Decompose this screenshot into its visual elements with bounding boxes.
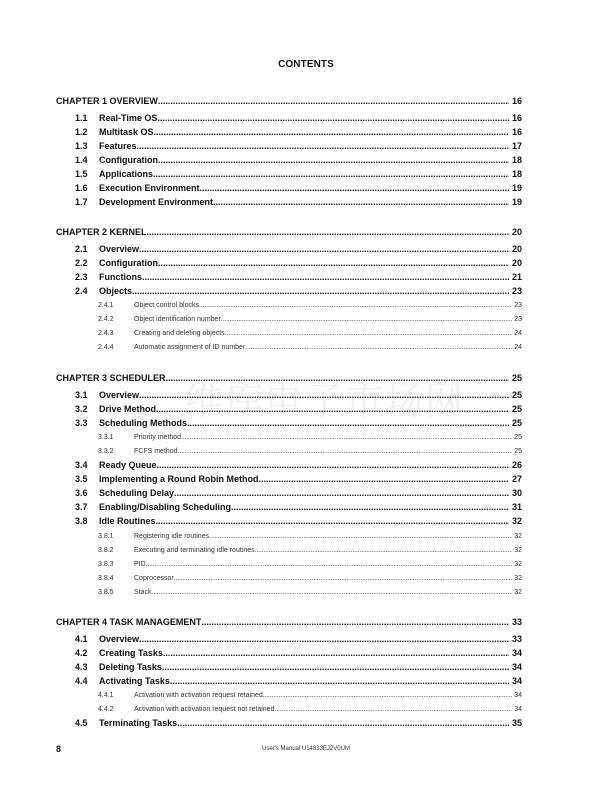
dot-leader <box>146 558 512 571</box>
toc-entry-section[interactable] <box>0 182 612 195</box>
toc-entry-page: 23 <box>514 302 522 309</box>
toc-entry-number: 1.3 <box>75 141 88 151</box>
toc-entry-title: Stack <box>134 586 152 599</box>
toc-entry-title: Real-Time OS <box>99 113 158 123</box>
toc-entry-page: 27 <box>511 474 522 484</box>
dot-leader <box>213 196 509 209</box>
toc-entry-title-wrap <box>134 703 512 716</box>
toc-entry-number: 3.8.1 <box>98 533 114 540</box>
toc-entry-page: 25 <box>514 448 522 455</box>
toc-entry-number: 2.3 <box>75 272 88 282</box>
toc-entry-number: 2.4.1 <box>98 302 114 309</box>
dot-leader <box>139 633 509 646</box>
toc-entry-section[interactable] <box>0 675 612 688</box>
toc-entry-section[interactable] <box>0 459 612 472</box>
toc-entry-sub[interactable] <box>0 544 612 557</box>
dot-leader <box>174 572 512 585</box>
toc-entry-title-wrap <box>134 445 512 458</box>
toc-entry-title: Automatic assignment of ID number <box>134 341 245 354</box>
dot-leader <box>177 717 509 730</box>
toc-entry-section[interactable] <box>0 154 612 167</box>
toc-entry-section[interactable] <box>0 661 612 674</box>
toc-entry-page: 33 <box>511 634 522 644</box>
dot-leader <box>274 703 512 716</box>
toc-entry-page: 25 <box>511 373 522 383</box>
toc-entry-title: Scheduling Methods <box>99 418 188 428</box>
toc-entry-title-wrap <box>56 372 509 385</box>
toc-entry-title: Deleting Tasks <box>99 662 162 672</box>
toc-entry-number: 3.4 <box>75 460 88 470</box>
toc-entry-number: 2.4.3 <box>98 330 114 337</box>
dot-leader <box>199 299 512 312</box>
toc-entry-title-wrap <box>134 572 512 585</box>
toc-entry-sub[interactable] <box>0 703 612 716</box>
toc-entry-number: 4.5 <box>75 718 88 728</box>
dot-leader <box>245 341 512 354</box>
dot-leader <box>259 473 510 486</box>
toc-entry-page: 30 <box>511 488 522 498</box>
toc-entry-sub[interactable] <box>0 530 612 543</box>
toc-entry-page: 20 <box>511 227 522 237</box>
toc-entry-page: 32 <box>511 516 522 526</box>
dot-leader <box>181 431 512 444</box>
dot-leader <box>137 140 509 153</box>
toc-entry-number: 1.4 <box>75 155 88 165</box>
dot-leader <box>255 544 512 557</box>
toc-entry-section[interactable] <box>0 243 612 256</box>
toc-entry-page: 32 <box>514 575 522 582</box>
toc-entry-title-wrap <box>134 341 512 354</box>
toc-entry-section[interactable] <box>0 403 612 416</box>
toc-entry-title-wrap <box>99 487 509 500</box>
toc-entry-section[interactable] <box>0 389 612 402</box>
toc-entry-section[interactable] <box>0 285 612 298</box>
toc-entry-page: 34 <box>514 706 522 713</box>
toc-entry-title: Executing and terminating idle routines <box>134 544 255 557</box>
toc-entry-title-wrap <box>99 501 509 514</box>
toc-entry-page: 23 <box>511 286 522 296</box>
toc-entry-page: 32 <box>514 561 522 568</box>
toc-entry-title: Priority method <box>134 431 181 444</box>
toc-entry-number: 3.1 <box>75 390 88 400</box>
toc-entry-title: Ready Queue <box>99 460 157 470</box>
toc-entry-section[interactable] <box>0 647 612 660</box>
toc-entry-sub[interactable] <box>0 313 612 326</box>
toc-entry-number: 3.2 <box>75 404 88 414</box>
toc-entry-title-wrap <box>99 257 509 270</box>
dot-leader <box>221 313 512 326</box>
toc-entry-page: 32 <box>514 533 522 540</box>
toc-entry-page: 17 <box>511 141 522 151</box>
toc-entry-title-wrap <box>99 403 509 416</box>
toc-entry-sub[interactable] <box>0 431 612 444</box>
toc-entry-number: 3.3.1 <box>98 434 114 441</box>
toc-entry-section[interactable] <box>0 196 612 209</box>
toc-entry-title: Overview <box>99 390 140 400</box>
toc-entry-title: PID <box>134 558 146 571</box>
toc-entry-number: 1.1 <box>75 113 88 123</box>
dot-leader <box>158 257 509 270</box>
toc-entry-page: 21 <box>511 272 522 282</box>
toc-entry-title-wrap <box>99 459 509 472</box>
toc-entry-title-wrap <box>99 661 509 674</box>
toc-entry-title: CHAPTER 3 SCHEDULER <box>56 373 166 383</box>
toc-entry-page: 31 <box>511 502 522 512</box>
toc-entry-title: FCFS method <box>134 445 178 458</box>
toc-entry-sub[interactable] <box>0 689 612 702</box>
toc-entry-page: 18 <box>511 155 522 165</box>
toc-entry-section[interactable] <box>0 168 612 181</box>
toc-entry-sub[interactable] <box>0 586 612 599</box>
toc-entry-title: Overview <box>99 244 140 254</box>
dot-leader <box>158 95 509 108</box>
toc-entry-sub[interactable] <box>0 558 612 571</box>
dot-leader <box>132 285 509 298</box>
dot-leader <box>201 616 509 629</box>
toc-entry-number: 2.4.4 <box>98 344 114 351</box>
toc-entry-title-wrap <box>99 126 509 139</box>
toc-entry-section[interactable] <box>0 257 612 270</box>
toc-entry-page: 19 <box>511 183 522 193</box>
toc-entry-title-wrap <box>99 243 509 256</box>
toc-entry-title-wrap <box>99 112 509 125</box>
dot-leader <box>139 243 509 256</box>
toc-entry-title: Features <box>99 141 137 151</box>
toc-entry-title-wrap <box>134 313 512 326</box>
toc-entry-title-wrap <box>99 389 509 402</box>
toc-entry-title: Enabling/Disabling Scheduling <box>99 502 232 512</box>
toc-entry-number: 2.4.2 <box>98 316 114 323</box>
toc-entry-number: 1.2 <box>75 127 88 137</box>
toc-entry-chapter[interactable] <box>0 616 612 629</box>
toc-entry-title: CHAPTER 2 KERNEL <box>56 227 147 237</box>
toc-entry-title-wrap <box>99 633 509 646</box>
toc-entry-title-wrap <box>99 182 509 195</box>
toc-entry-title-wrap <box>99 515 509 528</box>
toc-entry-page: 24 <box>514 330 522 337</box>
toc-entry-number: 2.1 <box>75 244 88 254</box>
toc-entry-title-wrap <box>99 717 509 730</box>
toc-entry-number: 3.6 <box>75 488 88 498</box>
toc-entry-title: Overview <box>99 634 140 644</box>
toc-entry-title: Objects <box>99 286 133 296</box>
toc-entry-title-wrap <box>99 154 509 167</box>
toc-entry-section[interactable] <box>0 633 612 646</box>
toc-entry-title-wrap <box>134 327 512 340</box>
toc-entry-title-wrap <box>134 544 512 557</box>
toc-entry-title-wrap <box>99 417 509 430</box>
toc-entry-page: 16 <box>511 96 522 106</box>
dot-leader <box>263 689 512 702</box>
toc-entry-title-wrap <box>99 140 509 153</box>
toc-entry-title-wrap <box>99 196 509 209</box>
toc-entry-number: 1.6 <box>75 183 88 193</box>
toc-entry-title: Development Environment <box>99 197 214 207</box>
dot-leader <box>157 112 509 125</box>
toc-entry-page: 19 <box>511 197 522 207</box>
toc-entry-chapter[interactable] <box>0 95 612 108</box>
dot-leader <box>174 487 509 500</box>
dot-leader <box>200 182 509 195</box>
toc-entry-title: Configuration <box>99 155 158 165</box>
dot-leader <box>139 389 509 402</box>
toc-entry-section[interactable] <box>0 717 612 730</box>
toc-entry-page: 32 <box>514 589 522 596</box>
toc-entry-page: 34 <box>511 662 522 672</box>
toc-entry-section[interactable] <box>0 271 612 284</box>
toc-entry-number: 3.8.5 <box>98 589 114 596</box>
toc-entry-number: 3.8.2 <box>98 547 114 554</box>
toc-entry-number: 1.7 <box>75 197 88 207</box>
toc-entry-number: 4.4.2 <box>98 706 114 713</box>
toc-entry-title-wrap <box>134 530 512 543</box>
toc-entry-section[interactable] <box>0 501 612 514</box>
toc-entry-title: CHAPTER 1 OVERVIEW <box>56 96 158 106</box>
toc-entry-section[interactable] <box>0 487 612 500</box>
toc-entry-number: 3.3 <box>75 418 88 428</box>
page-title: CONTENTS <box>278 59 334 70</box>
toc-entry-page: 24 <box>514 344 522 351</box>
toc-entry-title: Terminating Tasks <box>99 718 178 728</box>
toc-entry-page: 25 <box>514 434 522 441</box>
toc-entry-page: 18 <box>511 169 522 179</box>
toc-entry-title-wrap <box>56 95 509 108</box>
toc-entry-title: Activation with activation request not retained <box>134 703 274 716</box>
dot-leader <box>142 271 509 284</box>
toc-entry-page: 25 <box>511 390 522 400</box>
toc-entry-number: 1.5 <box>75 169 88 179</box>
toc-entry-sub[interactable] <box>0 341 612 354</box>
toc-entry-title-wrap <box>99 168 509 181</box>
toc-entry-title: Object control blocks <box>134 299 199 312</box>
toc-entry-title-wrap <box>99 473 509 486</box>
toc-entry-page: 35 <box>511 718 522 728</box>
toc-entry-title: Object identification number <box>134 313 221 326</box>
toc-entry-page: 20 <box>511 258 522 268</box>
toc-entry-title: Implementing a Round Robin Method <box>99 474 259 484</box>
toc-entry-title-wrap <box>134 558 512 571</box>
toc-entry-title: Idle Routines <box>99 516 156 526</box>
toc-entry-page: 33 <box>511 617 522 627</box>
toc-entry-title: Multitask OS <box>99 127 154 137</box>
dot-leader <box>225 327 512 340</box>
toc-entry-number: 3.5 <box>75 474 88 484</box>
toc-entry-number: 3.7 <box>75 502 88 512</box>
toc-entry-page: 34 <box>511 676 522 686</box>
dot-leader <box>170 675 509 688</box>
toc-entry-page: 23 <box>514 316 522 323</box>
watermark: 维库电子市场网 <box>185 379 466 423</box>
toc-entry-title-wrap <box>99 285 509 298</box>
dot-leader <box>156 403 509 416</box>
toc-entry-page: 25 <box>511 418 522 428</box>
toc-entry-title: Creating and deleting objects <box>134 327 225 340</box>
toc-entry-chapter[interactable] <box>0 226 612 239</box>
dot-leader <box>147 226 509 239</box>
toc-entry-title: Configuration <box>99 258 158 268</box>
toc-entry-title-wrap <box>134 689 512 702</box>
toc-entry-number: 4.2 <box>75 648 88 658</box>
footer-page-number: 8 <box>56 744 62 754</box>
toc-entry-number: 4.4 <box>75 676 88 686</box>
toc-entry-title: Coprocessor <box>134 572 174 585</box>
toc-entry-page: 34 <box>514 692 522 699</box>
dot-leader <box>157 459 509 472</box>
toc-entry-number: 3.8.4 <box>98 575 114 582</box>
toc-entry-number: 3.8.3 <box>98 561 114 568</box>
toc-entry-title: Activation with activation request retained <box>134 689 263 702</box>
toc-entry-sub[interactable] <box>0 445 612 458</box>
toc-entry-chapter[interactable] <box>0 372 612 385</box>
toc-entry-number: 2.2 <box>75 258 88 268</box>
toc-entry-title-wrap <box>134 586 512 599</box>
dot-leader <box>158 154 509 167</box>
toc-entry-title-wrap <box>99 271 509 284</box>
toc-entry-number: 4.1 <box>75 634 88 644</box>
toc-entry-section[interactable] <box>0 473 612 486</box>
dot-leader <box>156 515 509 528</box>
toc-entry-title: Activating Tasks <box>99 676 170 686</box>
toc-entry-title: Scheduling Delay <box>99 488 175 498</box>
toc-entry-section[interactable] <box>0 515 612 528</box>
toc-entry-title-wrap <box>134 299 512 312</box>
toc-entry-title-wrap <box>56 226 509 239</box>
toc-entry-section[interactable] <box>0 112 612 125</box>
toc-entry-sub[interactable] <box>0 299 612 312</box>
toc-entry-title: Execution Environment <box>99 183 200 193</box>
toc-entry-title: Applications <box>99 169 154 179</box>
toc-entry-number: 2.4 <box>75 286 88 296</box>
toc-entry-title: Drive Method <box>99 404 157 414</box>
toc-entry-number: 3.3.2 <box>98 448 114 455</box>
toc-entry-number: 3.8 <box>75 516 88 526</box>
dot-leader <box>153 168 509 181</box>
toc-entry-sub[interactable] <box>0 572 612 585</box>
dot-leader <box>231 501 509 514</box>
toc-entry-page: 32 <box>514 547 522 554</box>
toc-entry-page: 25 <box>511 404 522 414</box>
dot-leader <box>187 417 509 430</box>
toc-entry-page: 16 <box>511 113 522 123</box>
dot-leader <box>162 661 509 674</box>
toc-entry-section[interactable] <box>0 417 612 430</box>
toc-entry-section[interactable] <box>0 126 612 139</box>
dot-leader <box>178 445 512 458</box>
footer-manual-id: User's Manual U14833EJ2V0UM <box>262 746 350 752</box>
dot-leader <box>154 126 509 139</box>
dot-leader <box>166 372 509 385</box>
toc-entry-title: CHAPTER 4 TASK MANAGEMENT <box>56 617 202 627</box>
toc-entry-page: 34 <box>511 648 522 658</box>
toc-entry-title: Functions <box>99 272 142 282</box>
toc-entry-number: 4.4.1 <box>98 692 114 699</box>
toc-entry-section[interactable] <box>0 140 612 153</box>
dot-leader <box>209 530 512 543</box>
toc-entry-page: 26 <box>511 460 522 470</box>
toc-entry-title-wrap <box>134 431 512 444</box>
dot-leader <box>152 586 512 599</box>
toc-entry-page: 16 <box>511 127 522 137</box>
toc-entry-number: 4.3 <box>75 662 88 672</box>
toc-entry-title: Registering idle routines <box>134 530 209 543</box>
toc-entry-title-wrap <box>56 616 509 629</box>
toc-entry-page: 20 <box>511 244 522 254</box>
toc-entry-title-wrap <box>99 647 509 660</box>
dot-leader <box>163 647 509 660</box>
toc-entry-sub[interactable] <box>0 327 612 340</box>
toc-entry-title: Creating Tasks <box>99 648 163 658</box>
toc-entry-title-wrap <box>99 675 509 688</box>
